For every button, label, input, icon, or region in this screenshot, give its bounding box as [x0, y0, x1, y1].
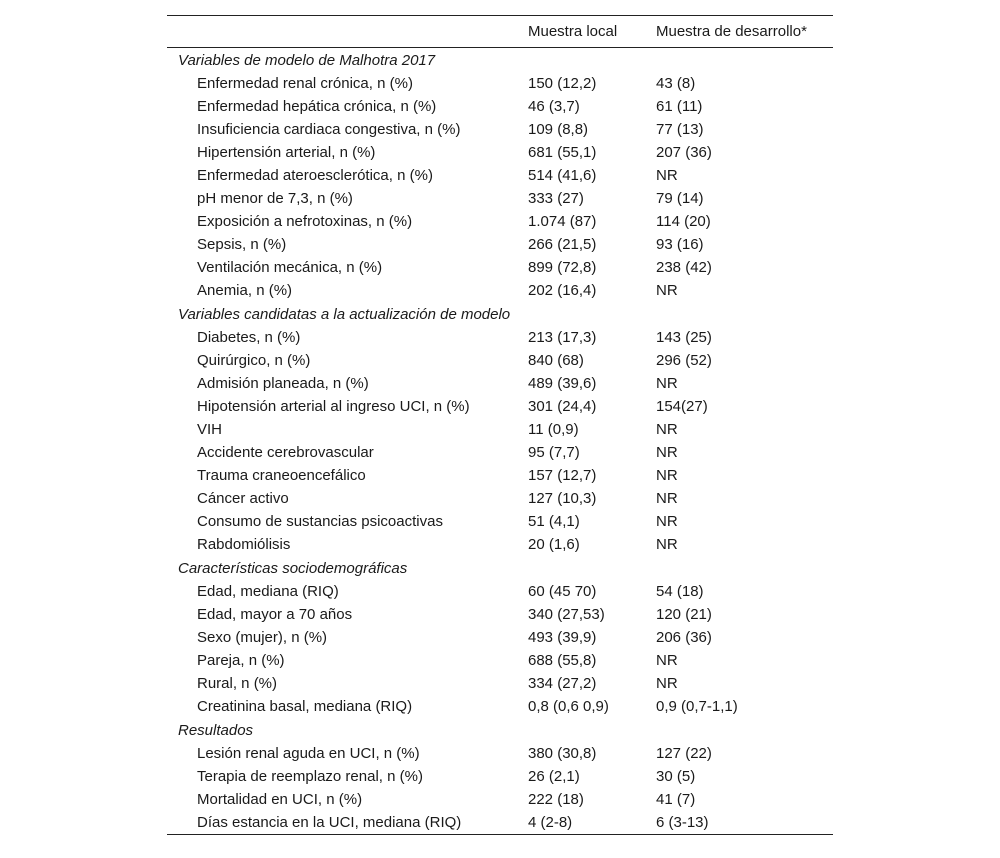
row-value-local: 514 (41,6): [528, 167, 597, 184]
row-label: Hipertensión arterial, n (%): [197, 144, 376, 161]
row-label: Terapia de reemplazo renal, n (%): [197, 768, 423, 785]
row-value-desarrollo: NR: [656, 375, 678, 392]
row-label: pH menor de 7,3, n (%): [197, 190, 353, 207]
row-value-desarrollo: NR: [656, 282, 678, 299]
row-value-local: 1.074 (87): [528, 213, 597, 230]
table-row: [167, 626, 833, 649]
row-label: Lesión renal aguda en UCI, n (%): [197, 745, 420, 762]
section-title: Resultados: [178, 721, 254, 739]
table-row: [167, 418, 833, 441]
row-value-local: 266 (21,5): [528, 236, 597, 253]
table-row: [167, 326, 833, 349]
row-value-local: 95 (7,7): [528, 444, 580, 461]
row-label: Días estancia en la UCI, mediana (RIQ): [167, 811, 528, 835]
row-value-desarrollo: 93 (16): [656, 236, 704, 253]
header-label: [167, 16, 528, 48]
row-label: Edad, mayor a 70 años: [197, 606, 353, 623]
header-row: [167, 16, 833, 48]
row-label: Enfermedad ateroesclerótica, n (%): [197, 167, 433, 184]
row-value-desarrollo: 43 (8): [656, 75, 696, 92]
table-row: [167, 279, 833, 302]
table-body: [167, 48, 833, 835]
table-row: [167, 164, 833, 187]
row-value-desarrollo: 143 (25): [656, 329, 712, 346]
row-label: Enfermedad hepática crónica, n (%): [197, 98, 437, 115]
row-value-local: 157 (12,7): [528, 467, 597, 484]
table-header: [167, 16, 833, 48]
row-value-local: 11 (0,9): [528, 421, 579, 438]
row-value-local: 127 (10,3): [528, 490, 597, 507]
row-value-desarrollo: NR: [656, 652, 678, 669]
section-header-row: [167, 48, 833, 73]
row-label: Rabdomiólisis: [197, 536, 291, 553]
results-table-container: [167, 15, 833, 835]
row-value-local: 60 (45 70): [528, 583, 597, 600]
row-value-desarrollo: 207 (36): [656, 144, 712, 161]
row-label: Rural, n (%): [197, 675, 278, 692]
row-label: Enfermedad renal crónica, n (%): [197, 75, 413, 92]
row-value-desarrollo: NR: [656, 536, 678, 553]
row-value-desarrollo: 127 (22): [656, 745, 712, 762]
table-row: [167, 441, 833, 464]
row-value-local: 109 (8,8): [528, 121, 589, 138]
table-row: [167, 533, 833, 556]
row-value-desarrollo: 238 (42): [656, 259, 712, 276]
table-row: [167, 788, 833, 811]
table-row: [167, 672, 833, 695]
row-value-local: 213 (17,3): [528, 329, 597, 346]
table-row: [167, 487, 833, 510]
table-row: [167, 765, 833, 788]
row-value-local: 493 (39,9): [528, 629, 597, 646]
row-label: Anemia, n (%): [197, 282, 293, 299]
row-value-local: 301 (24,4): [528, 398, 597, 415]
row-label: Hipotensión arterial al ingreso UCI, n (%): [197, 398, 470, 415]
section-header-row: [167, 556, 833, 580]
row-value-desarrollo: 61 (11): [656, 98, 703, 115]
row-value-desarrollo: 79 (14): [656, 190, 704, 207]
row-label: Pareja, n (%): [197, 652, 285, 669]
section-title: Variables candidatas a la actualización de modelo: [178, 305, 511, 323]
row-value-desarrollo: NR: [656, 467, 678, 484]
row-value-local: 222 (18): [528, 791, 584, 808]
row-value-desarrollo: 206 (36): [656, 629, 712, 646]
row-value-local: 899 (72,8): [528, 259, 597, 276]
row-value-local: 26 (2,1): [528, 768, 580, 785]
row-label: Admisión planeada, n (%): [197, 375, 369, 392]
table-row: [167, 372, 833, 395]
row-value-desarrollo: 154(27): [656, 398, 708, 415]
results-table: [167, 15, 833, 835]
row-value-desarrollo: NR: [656, 167, 678, 184]
table-row: [167, 464, 833, 487]
row-label: Mortalidad en UCI, n (%): [197, 791, 363, 808]
row-value-local: 4 (2-8): [528, 811, 656, 835]
row-label: Creatinina basal, mediana (RIQ): [197, 698, 413, 715]
section-title: Variables de modelo de Malhotra 2017: [178, 51, 436, 69]
row-value-local: 202 (16,4): [528, 282, 597, 299]
row-label: Insuficiencia cardiaca congestiva, n (%): [197, 121, 461, 138]
row-value-desarrollo: 54 (18): [656, 583, 704, 600]
section-header-row: [167, 718, 833, 742]
row-value-desarrollo: 114 (20): [656, 213, 711, 230]
table-row: [167, 210, 833, 233]
row-value-local: 334 (27,2): [528, 675, 597, 692]
row-value-local: 380 (30,8): [528, 745, 597, 762]
table-row: [167, 649, 833, 672]
row-label: Diabetes, n (%): [197, 329, 301, 346]
row-value-desarrollo: 77 (13): [656, 121, 704, 138]
row-value-desarrollo: NR: [656, 490, 678, 507]
table-row: [167, 510, 833, 533]
table-row: [167, 395, 833, 418]
row-value-desarrollo: 296 (52): [656, 352, 712, 369]
header-muestra-local: Muestra local: [528, 16, 656, 48]
table-row: [167, 256, 833, 279]
table-row: [167, 695, 833, 718]
row-value-local: 0,8 (0,6 0,9): [528, 698, 609, 715]
table-row: [167, 72, 833, 95]
table-row: [167, 187, 833, 210]
row-value-local: 20 (1,6): [528, 536, 580, 553]
table-row: [167, 349, 833, 372]
row-value-desarrollo: NR: [656, 421, 678, 438]
row-label: Consumo de sustancias psicoactivas: [197, 513, 443, 530]
row-value-desarrollo: 41 (7): [656, 791, 696, 808]
table-row: [167, 118, 833, 141]
row-value-desarrollo: 6 (3-13): [656, 811, 833, 835]
row-label: Accidente cerebrovascular: [197, 444, 374, 461]
row-value-local: 333 (27): [528, 190, 584, 207]
row-value-local: 51 (4,1): [528, 513, 580, 530]
row-value-local: 489 (39,6): [528, 375, 597, 392]
row-label: Sexo (mujer), n (%): [197, 629, 328, 646]
row-label: Exposición a nefrotoxinas, n (%): [197, 213, 413, 230]
table-row: [167, 141, 833, 164]
row-label: Quirúrgico, n (%): [197, 352, 311, 369]
row-label: Cáncer activo: [197, 490, 289, 507]
row-value-local: 340 (27,53): [528, 606, 605, 623]
table-row: [167, 603, 833, 626]
table-row: [167, 811, 833, 835]
row-value-desarrollo: NR: [656, 513, 678, 530]
table-row: [167, 95, 833, 118]
row-value-desarrollo: 0,9 (0,7-1,1): [656, 698, 738, 715]
section-header-row: [167, 302, 833, 326]
row-label: Trauma craneoencefálico: [197, 467, 366, 484]
row-label: Sepsis, n (%): [197, 236, 287, 253]
row-value-local: 150 (12,2): [528, 75, 597, 92]
row-label: Edad, mediana (RIQ): [197, 583, 339, 600]
table-row: [167, 742, 833, 765]
section-title: Características sociodemográficas: [178, 559, 408, 577]
row-value-desarrollo: 30 (5): [656, 768, 696, 785]
row-value-local: 681 (55,1): [528, 144, 597, 161]
row-value-local: 688 (55,8): [528, 652, 597, 669]
row-value-desarrollo: NR: [656, 675, 678, 692]
row-value-local: 46 (3,7): [528, 98, 580, 115]
header-muestra-desarrollo: Muestra de desarrollo*: [656, 16, 833, 48]
row-label: VIH: [197, 421, 223, 438]
table-row: [167, 580, 833, 603]
table-row: [167, 233, 833, 256]
row-value-desarrollo: 120 (21): [656, 606, 712, 623]
row-label: Ventilación mecánica, n (%): [197, 259, 383, 276]
row-value-local: 840 (68): [528, 352, 584, 369]
row-value-desarrollo: NR: [656, 444, 678, 461]
